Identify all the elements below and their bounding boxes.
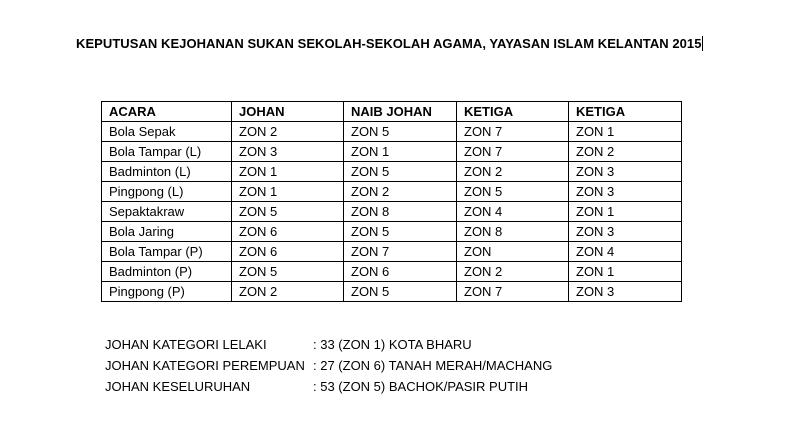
cell-ketiga-2: ZON 1 xyxy=(569,122,682,142)
document-title-text: KEPUTUSAN KEJOHANAN SUKAN SEKOLAH-SEKOLAH AGAMA, YAYASAN ISLAM KELANTAN 2015 xyxy=(76,36,702,51)
header-naib-johan: NAIB JOHAN xyxy=(344,102,457,122)
cell-naib-johan: ZON 5 xyxy=(344,122,457,142)
cell-ketiga-2: ZON 3 xyxy=(569,222,682,242)
cell-acara: Bola Jaring xyxy=(102,222,232,242)
summary-label: JOHAN KATEGORI LELAKI xyxy=(105,337,267,352)
cell-ketiga-2: ZON 3 xyxy=(569,162,682,182)
table-row xyxy=(102,222,682,242)
cell-naib-johan: ZON 2 xyxy=(344,182,457,202)
cell-ketiga-1: ZON 2 xyxy=(457,262,569,282)
cell-naib-johan: ZON 8 xyxy=(344,202,457,222)
cell-ketiga-1: ZON 7 xyxy=(457,142,569,162)
cell-naib-johan: ZON 5 xyxy=(344,222,457,242)
header-johan: JOHAN xyxy=(232,102,344,122)
table-row xyxy=(102,202,682,222)
cell-johan: ZON 2 xyxy=(232,282,344,302)
cell-johan: ZON 6 xyxy=(232,222,344,242)
cell-johan: ZON 6 xyxy=(232,242,344,262)
cell-ketiga-1: ZON 8 xyxy=(457,222,569,242)
header-ketiga-2: KETIGA xyxy=(569,102,682,122)
cell-naib-johan: ZON 1 xyxy=(344,142,457,162)
table-row xyxy=(102,262,682,282)
header-ketiga-1: KETIGA xyxy=(457,102,569,122)
summary-block xyxy=(105,334,552,397)
cell-naib-johan: ZON 6 xyxy=(344,262,457,282)
table-row xyxy=(102,142,682,162)
cell-johan: ZON 2 xyxy=(232,122,344,142)
cell-ketiga-1: ZON 7 xyxy=(457,282,569,302)
cell-johan: ZON 1 xyxy=(232,182,344,202)
cell-ketiga-2: ZON 3 xyxy=(569,282,682,302)
summary-value: : 33 (ZON 1) KOTA BHARU xyxy=(313,337,472,352)
cell-ketiga-1: ZON 2 xyxy=(457,162,569,182)
results-table xyxy=(101,101,682,302)
table-row xyxy=(102,122,682,142)
cell-acara: Pingpong (P) xyxy=(102,282,232,302)
cell-naib-johan: ZON 5 xyxy=(344,282,457,302)
cell-acara: Bola Sepak xyxy=(102,122,232,142)
table-header-row xyxy=(102,102,682,122)
cell-ketiga-1: ZON xyxy=(457,242,569,262)
cell-acara: Bola Tampar (P) xyxy=(102,242,232,262)
text-cursor xyxy=(702,36,703,51)
cell-naib-johan: ZON 7 xyxy=(344,242,457,262)
cell-acara: Pingpong (L) xyxy=(102,182,232,202)
cell-ketiga-2: ZON 2 xyxy=(569,142,682,162)
header-acara: ACARA xyxy=(102,102,232,122)
summary-row-lelaki xyxy=(105,334,552,355)
summary-label: JOHAN KESELURUHAN xyxy=(105,379,251,394)
table-row xyxy=(102,242,682,262)
cell-ketiga-1: ZON 7 xyxy=(457,122,569,142)
cell-acara: Bola Tampar (L) xyxy=(102,142,232,162)
cell-acara: Sepaktakraw xyxy=(102,202,232,222)
cell-ketiga-2: ZON 4 xyxy=(569,242,682,262)
cell-ketiga-2: ZON 1 xyxy=(569,202,682,222)
summary-label: JOHAN KATEGORI PEREMPUAN xyxy=(105,358,305,373)
summary-row-keseluruhan xyxy=(105,376,552,397)
summary-row-perempuan xyxy=(105,355,552,376)
table-row xyxy=(102,162,682,182)
cell-johan: ZON 1 xyxy=(232,162,344,182)
cell-ketiga-2: ZON 1 xyxy=(569,262,682,282)
cell-acara: Badminton (P) xyxy=(102,262,232,282)
cell-johan: ZON 5 xyxy=(232,262,344,282)
cell-acara: Badminton (L) xyxy=(102,162,232,182)
cell-johan: ZON 5 xyxy=(232,202,344,222)
table-row xyxy=(102,182,682,202)
document-title[interactable] xyxy=(76,36,703,51)
cell-naib-johan: ZON 5 xyxy=(344,162,457,182)
cell-ketiga-2: ZON 3 xyxy=(569,182,682,202)
table-row xyxy=(102,282,682,302)
summary-value: : 53 (ZON 5) BACHOK/PASIR PUTIH xyxy=(313,379,529,394)
summary-value: : 27 (ZON 6) TANAH MERAH/MACHANG xyxy=(313,358,553,373)
cell-johan: ZON 3 xyxy=(232,142,344,162)
cell-ketiga-1: ZON 5 xyxy=(457,182,569,202)
cell-ketiga-1: ZON 4 xyxy=(457,202,569,222)
